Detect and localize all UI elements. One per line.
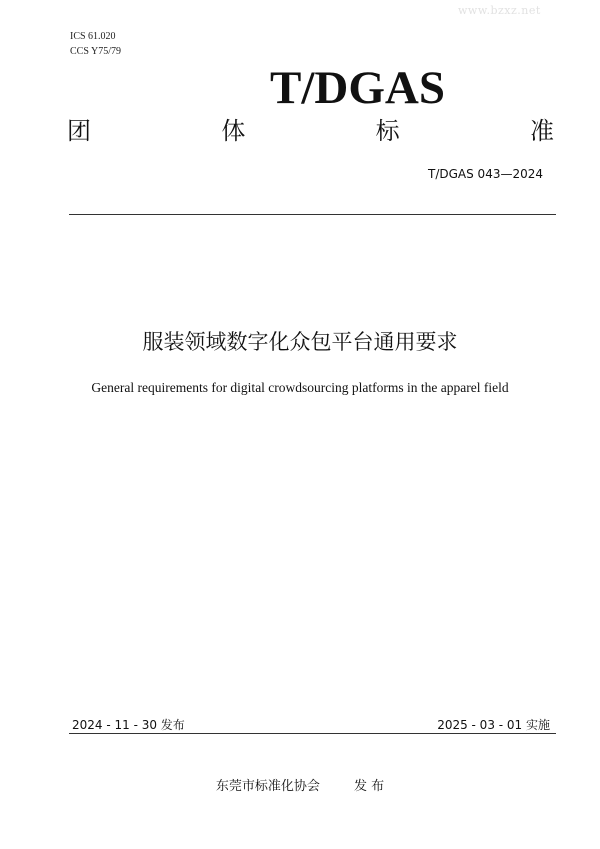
- implementation-date: 2025 - 03 - 01 实施: [437, 718, 550, 732]
- document-type: [67, 116, 554, 146]
- footer-divider: [69, 733, 556, 734]
- publisher-name: 东莞市标准化协会: [215, 779, 320, 794]
- document-type-char: 团: [67, 117, 91, 145]
- organization-code: T/DGAS: [270, 62, 445, 114]
- document-type-char: 体: [221, 117, 246, 145]
- issue-date: 2024 - 11 - 30 发布: [72, 718, 185, 732]
- ccs-code: CCS Y75/79: [70, 46, 122, 57]
- watermark-text: www.bzxz.net: [458, 4, 541, 17]
- ics-code: ICS 61.020: [70, 31, 116, 42]
- publisher-line: [0, 775, 600, 794]
- publish-action: 发 布: [353, 779, 385, 794]
- title-chinese: 服装领域数字化众包平台通用要求: [142, 330, 458, 354]
- document-type-char: 准: [529, 117, 554, 145]
- standard-number: T/DGAS 043—2024: [428, 167, 543, 181]
- title-english: General requirements for digital crowdsourcing platforms in the apparel field: [91, 380, 509, 395]
- header-divider: [69, 214, 556, 215]
- document-type-char: 标: [375, 117, 400, 145]
